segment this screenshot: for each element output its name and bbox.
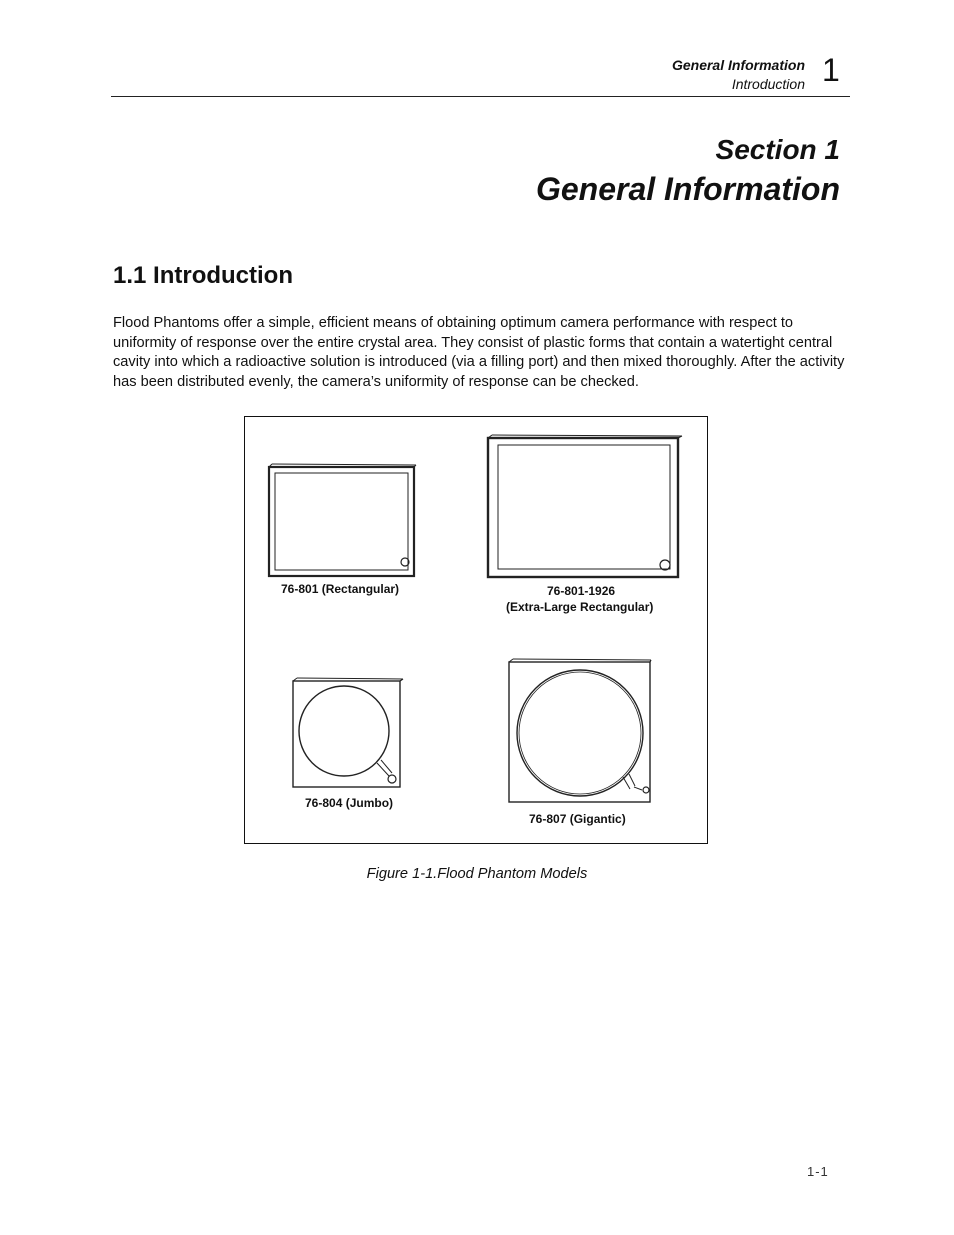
label-jumbo: 76-804 (Jumbo) bbox=[305, 796, 394, 810]
label-rectangular: 76-801 (Rectangular) bbox=[281, 582, 400, 596]
subsection-heading: 1.1 Introduction bbox=[113, 262, 293, 289]
page-number: 1-1 bbox=[807, 1164, 829, 1179]
label-gigantic: 76-807 (Gigantic) bbox=[529, 812, 626, 826]
jumbo-phantom-drawing bbox=[293, 678, 403, 787]
figure-flood-phantoms bbox=[244, 416, 708, 844]
xl-rectangular-phantom-drawing bbox=[488, 435, 682, 577]
running-header-section: Introduction bbox=[731, 76, 805, 92]
body-paragraph: Flood Phantoms offer a simple, efficient means of obtaining optimum camera performance with respect to uniformity of response over the entire crystal area. They consist of plastic forms that contain a watertight central cavity into which a radioactive solution is introduced (via a filling port) and then mixed thoroughly. After the activity has been distributed evenly, the camera’s uniformity of response can be checked. bbox=[113, 315, 845, 390]
label-xl-description: (Extra-Large Rectangular) bbox=[506, 600, 654, 614]
gigantic-phantom-drawing bbox=[509, 659, 651, 802]
header-rule bbox=[111, 96, 850, 97]
running-header-chapter: General Information bbox=[671, 57, 805, 73]
section-number: Section 1 bbox=[715, 134, 840, 165]
section-title: General Information bbox=[535, 171, 840, 207]
rectangular-phantom-drawing bbox=[269, 464, 416, 576]
label-xl-model: 76-801-1926 bbox=[547, 584, 616, 598]
chapter-number: 1 bbox=[822, 52, 840, 88]
figure-drawing bbox=[245, 417, 709, 845]
figure-caption: Figure 1-1.Flood Phantom Models bbox=[366, 866, 588, 882]
